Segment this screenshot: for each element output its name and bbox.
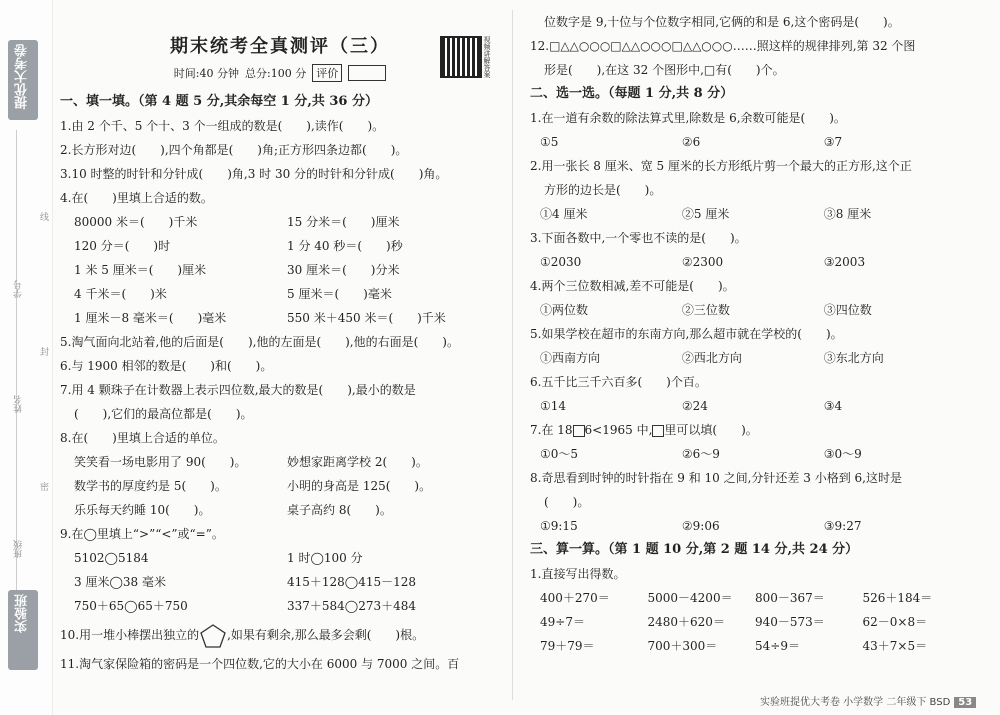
exam-time: 时间:40 分钟 xyxy=(173,67,239,80)
question-2: 2.长方形对边( ),四个角都是( )角;正方形四条边都( )。 xyxy=(60,143,408,157)
choice-6-options xyxy=(530,394,970,418)
footer-text: 实验班提优大考卷 小学数学 二年级下 BSD xyxy=(760,697,951,708)
calc-instruction: 1.直接写出得数。 xyxy=(530,567,626,581)
right-column xyxy=(530,10,970,658)
question-10-text-cont: ,如果有剩余,那么最多会剩( )根。 xyxy=(227,628,425,642)
q8-row xyxy=(74,498,500,522)
brand-logo-top xyxy=(8,40,38,120)
margin-line-label: 线 xyxy=(40,213,50,223)
option[interactable]: ②5 厘米 xyxy=(681,207,730,221)
calc-row xyxy=(540,610,970,634)
calc-row xyxy=(540,586,970,610)
option[interactable]: ②24 xyxy=(681,399,708,413)
calc-item: 2480＋620＝ xyxy=(647,615,725,629)
question-12-cont: 形是( ),在这 32 个图形中,□有( )个。 xyxy=(544,63,785,77)
eval-label: 评价 xyxy=(312,64,342,82)
exam-score: 总分:100 分 xyxy=(245,67,307,80)
brand-logo-bottom xyxy=(8,590,38,670)
page-title: 期末统考全真测评（三） xyxy=(170,36,390,57)
section-3-heading: 三、算一算。（第 1 题 10 分,第 2 题 14 分,共 24 分） xyxy=(530,542,859,557)
calc-item: 54÷9＝ xyxy=(755,639,800,653)
question-8: 8.在( )里填上合适的单位。 xyxy=(60,431,225,445)
option[interactable]: ①两位数 xyxy=(540,303,589,317)
option[interactable]: ①0～5 xyxy=(540,447,579,461)
choice-7-options xyxy=(530,442,970,466)
calc-item: 800－367＝ xyxy=(755,591,825,605)
blank-square-icon xyxy=(573,425,585,437)
question-6: 6.与 1900 相邻的数是( )和( )。 xyxy=(60,359,273,373)
q8-item: 桌子高约 8( )。 xyxy=(287,503,392,517)
q4-item: 15 分米＝( )厘米 xyxy=(287,215,400,229)
question-4: 4.在( )里填上合适的数。 xyxy=(60,191,213,205)
calc-item: 526＋184＝ xyxy=(862,591,933,605)
choice-8-cont: ( )。 xyxy=(544,495,590,509)
exam-meta xyxy=(60,64,500,82)
choice-2: 2.用一张长 8 厘米、宽 5 厘米的长方形纸片剪一个最大的正方形,这个正 xyxy=(530,159,912,173)
choice-7-text-mid: 6<1965 中, xyxy=(584,423,653,437)
q8-item: 乐乐每天约睡 10( )。 xyxy=(74,503,211,517)
question-8-items xyxy=(60,450,500,522)
q9-item: 5102◯5184 xyxy=(74,551,149,565)
q4-item: 1 米 5 厘米＝( )厘米 xyxy=(74,263,207,277)
q9-row xyxy=(74,594,500,618)
q9-item: 1 时◯100 分 xyxy=(287,551,363,565)
question-4-items xyxy=(60,210,500,330)
calc-item: 400＋270＝ xyxy=(540,591,610,605)
q8-row xyxy=(74,450,500,474)
q4-row xyxy=(74,234,500,258)
margin-secret-label: 密 xyxy=(40,483,50,493)
q9-item: 337＋584◯273＋484 xyxy=(287,599,417,613)
choice-4-options xyxy=(530,298,970,322)
question-1: 1.由 2 个千、5 个十、3 个一组成的数是( ),读作( )。 xyxy=(60,119,385,133)
calc-item: 79＋79＝ xyxy=(540,639,595,653)
option[interactable]: ③9:27 xyxy=(823,519,862,533)
q4-item: 550 米＋450 米＝( )千米 xyxy=(287,311,446,325)
class-label: 班级 xyxy=(14,540,24,558)
q9-item: 750＋65◯65＋750 xyxy=(74,599,188,613)
name-label: 姓名 xyxy=(14,395,24,413)
option[interactable]: ②西北方向 xyxy=(681,351,742,365)
question-9-items xyxy=(60,546,500,618)
question-11-cont: 位数字是 9,十位与个位数字相同,它俩的和是 6,这个密码是( )。 xyxy=(544,15,900,29)
q8-item: 笑笑看一场电影用了 90( )。 xyxy=(74,455,247,469)
eval-box[interactable] xyxy=(348,65,386,81)
page-number: 53 xyxy=(954,697,976,708)
question-7: 7.用 4 颗珠子在计数器上表示四位数,最大的数是( ),最小的数是 xyxy=(60,383,416,397)
option[interactable]: ②6 xyxy=(681,135,701,149)
student-id-label: 学号 xyxy=(14,280,24,298)
q9-item: 415＋128◯415－128 xyxy=(287,575,417,589)
option[interactable]: ①西南方向 xyxy=(540,351,601,365)
brand-bottom-text: 实验班 xyxy=(15,594,30,633)
choice-7-text-end: 里可以填( )。 xyxy=(664,423,758,437)
option[interactable]: ②2300 xyxy=(681,255,724,269)
q8-item: 小明的身高是 125( )。 xyxy=(287,479,432,493)
choice-2-cont: 方形的边长是( )。 xyxy=(544,183,662,197)
option[interactable]: ③东北方向 xyxy=(823,351,884,365)
option[interactable]: ①2030 xyxy=(540,255,582,269)
calc-item: 43＋7×5＝ xyxy=(862,639,928,653)
section-1-heading: 一、填一填。（第 4 题 5 分,其余每空 1 分,共 36 分） xyxy=(60,94,378,109)
choice-5-options xyxy=(530,346,970,370)
q9-row xyxy=(74,570,500,594)
q9-item: 3 厘米◯38 毫米 xyxy=(74,575,166,589)
question-10-text: 10.用一堆小棒摆出独立的 xyxy=(60,628,200,642)
option[interactable]: ②三位数 xyxy=(681,303,730,317)
question-10 xyxy=(60,618,500,652)
choice-6: 6.五千比三千六百多( )个百。 xyxy=(530,375,707,389)
choice-8: 8.奇思看到时钟的时针指在 9 和 10 之间,分针还差 3 小格到 6,这时是 xyxy=(530,471,902,485)
question-12: 12.□△△○○○□△△○○○□△△○○○……照这样的规律排列,第 32 个图 xyxy=(530,39,916,53)
q4-item: 30 厘米＝( )分米 xyxy=(287,263,400,277)
column-divider xyxy=(512,10,513,700)
option[interactable]: ③四位数 xyxy=(823,303,872,317)
choice-3-options xyxy=(530,250,970,274)
q4-row xyxy=(74,306,500,330)
choice-8-options xyxy=(530,514,970,538)
choice-3: 3.下面各数中,一个零也不读的是( )。 xyxy=(530,231,747,245)
question-5: 5.淘气面向北站着,他的后面是( ),他的左面是( ),他的右面是( )。 xyxy=(60,335,459,349)
q4-row xyxy=(74,258,500,282)
choice-2-options xyxy=(530,202,970,226)
section-2-heading: 二、选一选。（每题 1 分,共 8 分） xyxy=(530,86,734,101)
option[interactable]: ②9:06 xyxy=(681,519,720,533)
option[interactable]: ①14 xyxy=(540,399,567,413)
qr-code-icon[interactable] xyxy=(440,36,482,78)
question-9: 9.在◯里填上“>”“<”或“=”。 xyxy=(60,527,224,541)
page-footer xyxy=(760,693,976,708)
q4-item: 4 千米＝( )米 xyxy=(74,287,167,301)
option[interactable]: ③4 xyxy=(823,399,843,413)
option[interactable]: ①9:15 xyxy=(540,519,578,533)
calc-item: 5000－4200＝ xyxy=(647,591,733,605)
cut-line xyxy=(16,130,17,590)
q8-item: 数学书的厚度约是 5( )。 xyxy=(74,479,227,493)
calc-item: 62－0×8＝ xyxy=(862,615,928,629)
q4-row xyxy=(74,210,500,234)
calc-row xyxy=(540,634,970,658)
question-11: 11.淘气家保险箱的密码是一个四位数,它的大小在 6000 与 7000 之间。百 xyxy=(60,657,460,671)
choice-1-options xyxy=(530,130,970,154)
option[interactable]: ③0～9 xyxy=(823,447,862,461)
blank-square-icon xyxy=(652,425,664,437)
q4-item: 1 分 40 秒＝( )秒 xyxy=(287,239,403,253)
q4-item: 120 分＝( )时 xyxy=(74,239,171,253)
option[interactable]: ②6～9 xyxy=(681,447,720,461)
option[interactable]: ①5 xyxy=(540,135,559,149)
brand-top-text: 提优大考卷 xyxy=(15,44,30,109)
q8-row xyxy=(74,474,500,498)
question-3: 3.10 时整的时针和分针成( )角,3 时 30 分的时针和分针成( )角。 xyxy=(60,167,448,181)
option[interactable]: ③2003 xyxy=(823,255,866,269)
calc-item: 49÷7＝ xyxy=(540,615,585,629)
q4-row xyxy=(74,282,500,306)
left-column xyxy=(60,10,500,676)
calc-grid xyxy=(530,586,970,658)
binding-margin xyxy=(0,0,53,715)
option[interactable]: ③7 xyxy=(823,135,843,149)
q4-item: 1 厘米－8 毫米＝( )毫米 xyxy=(74,311,227,325)
choice-7 xyxy=(530,418,970,442)
calc-item: 940－573＝ xyxy=(755,615,825,629)
option[interactable]: ①4 厘米 xyxy=(540,207,588,221)
choice-4: 4.两个三位数相减,差不可能是( )。 xyxy=(530,279,735,293)
q4-item: 5 厘米＝( )毫米 xyxy=(287,287,392,301)
q4-item: 80000 米＝( )千米 xyxy=(74,215,198,229)
q9-row xyxy=(74,546,500,570)
q8-item: 妙想家距离学校 2( )。 xyxy=(287,455,428,469)
margin-seal-label: 封 xyxy=(40,348,50,358)
question-7-cont: ( ),它们的最高位都是( )。 xyxy=(74,407,253,421)
pentagon-icon xyxy=(199,623,227,649)
option[interactable]: ③8 厘米 xyxy=(823,207,872,221)
choice-1: 1.在一道有余数的除法算式里,除数是 6,余数可能是( )。 xyxy=(530,111,846,125)
calc-item: 700＋300＝ xyxy=(647,639,718,653)
choice-5: 5.如果学校在超市的东南方向,那么超市就在学校的( )。 xyxy=(530,327,843,341)
qr-caption: 视频讲解答案 xyxy=(483,36,491,78)
choice-7-text: 7.在 18 xyxy=(530,423,573,437)
